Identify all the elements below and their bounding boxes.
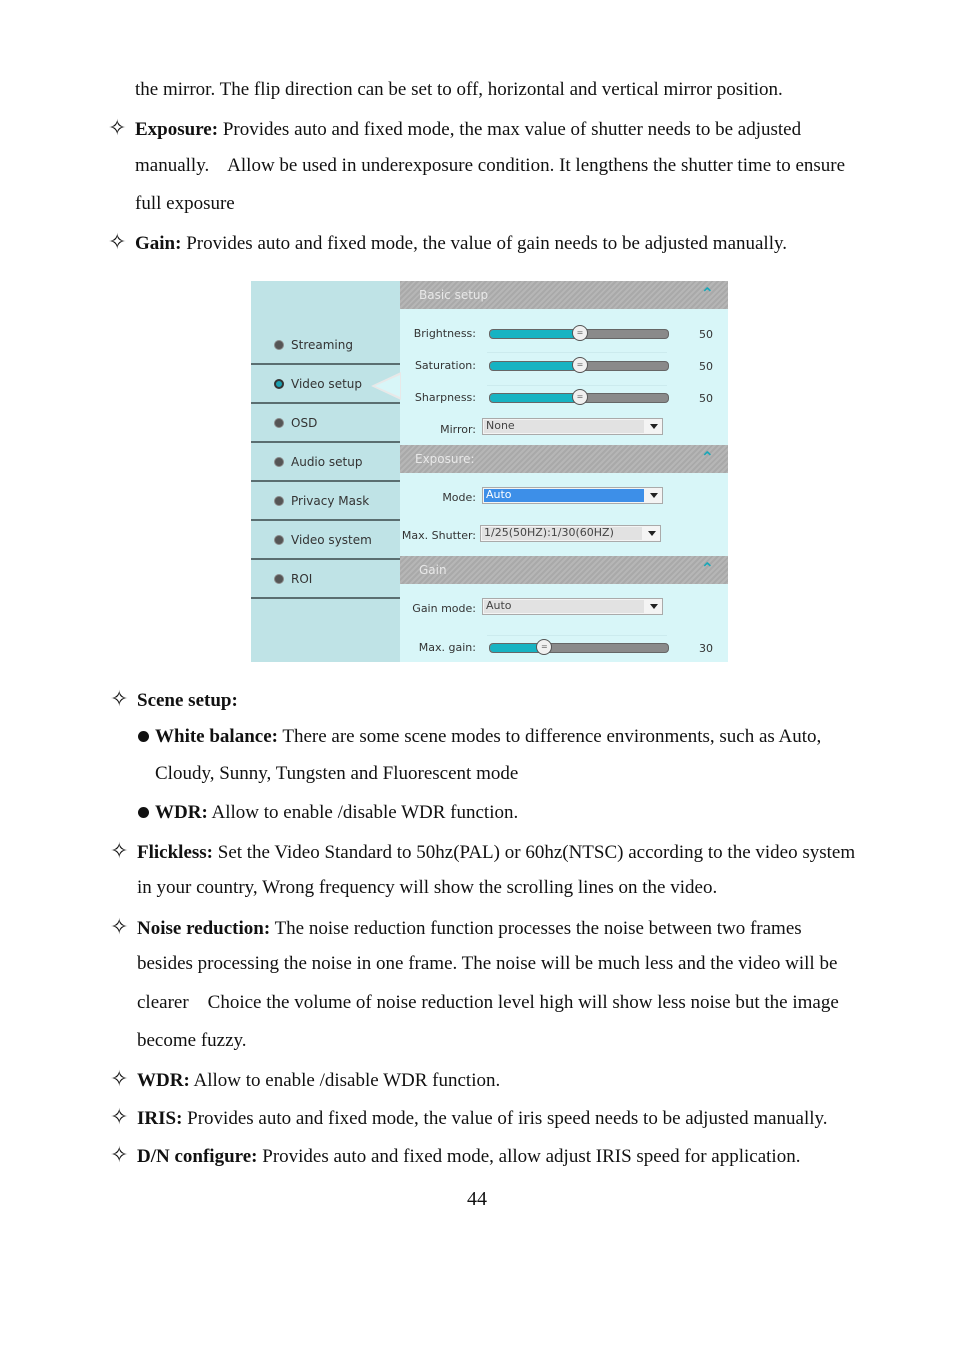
diamond-star-icon: ✧ [108,116,127,141]
term-noise-reduction: Noise reduction: [137,918,271,939]
max-gain-slider[interactable] [489,643,669,653]
text-line: IRIS: Provides auto and fixed mode, the value of iris speed needs to be adjusted manually. [137,1108,828,1129]
text-line: Flickless: Set the Video Standard to 50hz(PAL) or 60hz(NTSC) according to the video system [137,842,856,863]
mirror-label: Mirror: [440,423,476,436]
text-line: Gain: Provides auto and fixed mode, the value of gain needs to be adjusted manually. [135,233,788,254]
section-header-exposure[interactable]: Exposure: ⌃ [400,445,728,473]
chevron-up-icon[interactable]: ⌃ [700,559,714,578]
radio-dot-icon [274,340,284,350]
gain-mode-select[interactable]: Auto [482,598,663,615]
max-gain-value: 30 [699,642,713,655]
slider-knob[interactable]: = [572,357,588,373]
sidebar-item-streaming[interactable]: Streaming [251,326,400,365]
sidebar-item-privacy-mask[interactable]: Privacy Mask [251,482,400,521]
text-line: D/N configure: Provides auto and fixed mode, allow adjust IRIS speed for application. [137,1146,801,1167]
diamond-star-icon: ✧ [110,1067,129,1092]
diamond-star-icon: ✧ [110,687,129,712]
diamond-star-icon: ✧ [110,1143,129,1168]
text-line: become fuzzy. [137,1030,247,1051]
text-line: Noise reduction: The noise reduction function processes the noise between two frames [137,918,802,939]
text-line: clearer Choice the volume of noise reduction level high will show less noise but the image [137,992,839,1013]
sharpness-value: 50 [699,392,713,405]
gain-mode-label: Gain mode: [412,602,476,615]
radio-dot-icon [274,574,284,584]
text-line: full exposure [135,193,235,214]
caret-down-icon [650,493,658,498]
text-line: White balance: There are some scene modes to difference environments, such as Auto, [155,726,822,747]
radio-dot-icon [274,418,284,428]
sharpness-label: Sharpness: [414,391,476,404]
mirror-select[interactable]: None [482,418,663,435]
text-line [137,689,238,713]
max-shutter-select[interactable]: 1/25(50HZ):1/30(60HZ) [480,525,661,542]
sidebar-item-video-system[interactable]: Video system [251,521,400,560]
exposure-mode-label: Mode: [442,491,476,504]
brightness-value: 50 [699,328,713,341]
text-line: besides processing the noise in one frame. The noise will be much less and the video will be [137,953,838,974]
exposure-mode-select[interactable]: Auto [482,487,663,504]
term-iris: IRIS: [137,1108,183,1129]
term-gain: Gain: [135,233,182,254]
term-flickless: Flickless: [137,842,213,863]
radio-dot-icon [274,535,284,545]
bullet-dot-icon [138,807,149,818]
text-line: manually. Allow be used in underexposure condition. It lengthens the shutter time to ensure [135,155,846,176]
term-scene-setup: Scene setup: [137,690,238,711]
sidebar-item-roi[interactable]: ROI [251,560,400,599]
diamond-star-icon: ✧ [110,839,129,864]
diamond-star-icon: ✧ [110,915,129,940]
caret-down-icon [648,531,656,536]
radio-dot-icon [274,457,284,467]
max-gain-label: Max. gain: [418,641,476,654]
text-line: in your country, Wrong frequency will show the scrolling lines on the video. [137,877,718,898]
page-number: 44 [467,1188,487,1210]
term-white-balance: White balance: [155,726,278,747]
sidebar-item-osd[interactable]: OSD [251,404,400,443]
term-wdr: WDR: [137,1070,190,1091]
caret-down-icon [650,604,658,609]
brightness-slider[interactable] [489,329,669,339]
section-header-gain[interactable]: Gain ⌃ [400,556,728,584]
text-line: WDR: Allow to enable /disable WDR function. [137,1070,501,1091]
term-exposure: Exposure: [135,119,219,140]
term-dn-configure: D/N configure: [137,1146,258,1167]
max-shutter-label: Max. Shutter: [401,529,476,542]
sidebar-item-video-setup[interactable]: Video setup [251,365,400,404]
diamond-star-icon: ✧ [108,230,127,255]
text-line: Cloudy, Sunny, Tungsten and Fluorescent mode [155,763,519,784]
video-setup-screenshot [251,281,728,662]
section-header-basic[interactable]: Basic setup ⌃ [400,281,728,309]
bullet-dot-icon [138,731,149,742]
term-wdr: WDR: [155,802,208,823]
diamond-star-icon: ✧ [110,1105,129,1130]
slider-knob[interactable]: = [536,639,552,655]
saturation-value: 50 [699,360,713,373]
chevron-up-icon[interactable]: ⌃ [700,284,714,303]
saturation-slider[interactable] [489,361,669,371]
sidebar-item-audio-setup[interactable]: Audio setup [251,443,400,482]
radio-dot-icon [274,496,284,506]
sharpness-slider[interactable] [489,393,669,403]
saturation-label: Saturation: [414,359,476,372]
slider-knob[interactable]: = [572,389,588,405]
text-line: the mirror. The flip direction can be set to off, horizontal and vertical mirror position. [135,79,783,100]
radio-dot-icon [274,379,284,389]
slider-knob[interactable]: = [572,325,588,341]
text-line: WDR: Allow to enable /disable WDR function. [155,802,519,823]
brightness-label: Brightness: [413,327,476,340]
chevron-up-icon[interactable]: ⌃ [700,448,714,467]
text-line: Exposure: Provides auto and fixed mode, the max value of shutter needs to be adjusted [135,119,802,140]
caret-down-icon [650,424,658,429]
